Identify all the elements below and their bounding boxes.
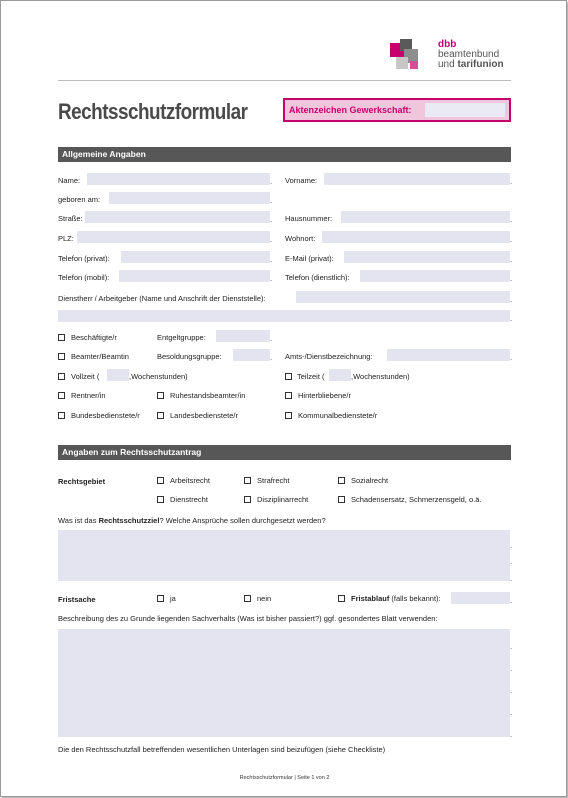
besoldungsgruppe-field[interactable] — [233, 349, 273, 362]
vollzeit-label: Vollzeit ( — [71, 372, 100, 381]
ziel-bold: Rechtsschutzziel — [98, 516, 160, 525]
dot: . — [510, 574, 513, 583]
kommunal-label: Kommunalbedienstete/r — [298, 411, 378, 420]
dot: . — [270, 235, 273, 244]
besoldungsgruppe-label: Besoldungsgruppe: — [157, 352, 222, 361]
strasse-label: Straße: — [58, 214, 83, 223]
teilzeit-suffix-text: Wochenstunden) — [353, 372, 410, 381]
dot: . — [510, 177, 513, 186]
strafrecht-label: Strafrecht — [257, 476, 290, 485]
kommunal-checkbox[interactable] — [285, 412, 292, 419]
ziel-prefix: Was ist das — [58, 516, 99, 525]
dienstherr-label: Dienstherr / Arbeitgeber (Name und Anschrift der Dienststelle): — [58, 294, 266, 303]
dot: . — [270, 215, 273, 224]
plz-label: PLZ: — [58, 234, 74, 243]
fristablauf-label — [351, 594, 441, 604]
dot: . — [270, 196, 273, 205]
bund-checkbox[interactable] — [58, 412, 65, 419]
fristsache-label: Fristsache — [58, 595, 96, 604]
dot: . — [510, 295, 513, 304]
dot: . — [510, 255, 513, 264]
logo-text-line2 — [438, 59, 504, 70]
logo-rule — [58, 80, 511, 81]
logo-text-line2-prefix: und — [438, 59, 458, 70]
dot: . — [510, 664, 513, 673]
rechtsgebiet-label: Rechtsgebiet — [58, 477, 106, 486]
telefon-mobil-field[interactable] — [119, 270, 273, 283]
dienstherr-field-2[interactable] — [58, 310, 513, 323]
telefon-mobil-label: Telefon (mobil): — [58, 273, 110, 282]
bund-label: Bundesbedienstete/r — [71, 411, 140, 420]
entgeltgruppe-label: Entgeltgruppe: — [157, 333, 206, 342]
dot: . — [270, 274, 273, 283]
vollzeit-suffix-text: Wochenstunden) — [131, 372, 188, 381]
entgeltgruppe-field[interactable] — [216, 330, 273, 343]
dot: . — [270, 255, 273, 264]
dot: . — [270, 334, 273, 343]
amts-field[interactable] — [387, 349, 513, 362]
dot: . — [510, 596, 513, 605]
beschaeftigte-label: Beschäftigte/r — [71, 333, 117, 342]
page-footer: Rechtsschutzformular | Seite 1 von 2 — [239, 775, 330, 781]
disziplinarrecht-checkbox[interactable] — [244, 496, 251, 503]
hausnummer-label: Hausnummer: — [285, 214, 333, 223]
ja-checkbox[interactable] — [157, 595, 164, 602]
dot: . — [510, 274, 513, 283]
page-title: Rechtsschutzformular — [58, 99, 248, 124]
logo-text-dbb: dbb — [438, 39, 457, 50]
dot: . — [510, 314, 513, 323]
teilzeit-suffix: ,Wochenstunden) — [351, 372, 410, 381]
beschreibung-textarea[interactable] — [58, 629, 513, 739]
sozialrecht-label: Sozialrecht — [351, 476, 389, 485]
arbeitsrecht-label: Arbeitsrecht — [170, 476, 211, 485]
section-allgemeine-angaben: Allgemeine Angaben — [58, 147, 511, 162]
telefon-dienst-label: Telefon (dienstlich): — [285, 273, 350, 282]
strasse-field[interactable] — [85, 211, 273, 224]
vollzeit-hours-field[interactable] — [107, 369, 129, 381]
section-rechtsschutzantrag: Angaben zum Rechtsschutzantrag — [58, 445, 511, 460]
dbb-logo — [390, 39, 520, 79]
fristablauf-checkbox[interactable] — [338, 595, 345, 602]
amts-label: Amts-/Dienstbezeichnung: — [285, 352, 373, 361]
aktenzeichen-box — [283, 98, 511, 122]
dot: . — [510, 686, 513, 695]
disziplinarrecht-label: Disziplinarrecht — [257, 495, 309, 504]
unterlagen-note: Die den Rechtsschutzfall betreffenden wesentlichen Unterlagen sind beizufügen (siehe Checkliste) — [58, 745, 386, 754]
dot: . — [510, 708, 513, 717]
aktenzeichen-field[interactable] — [425, 103, 505, 117]
beschaeftigte-checkbox[interactable] — [58, 334, 65, 341]
logo-square-light — [396, 57, 408, 69]
dot: . — [510, 235, 513, 244]
telefon-dienst-field[interactable] — [360, 270, 513, 283]
dot: . — [510, 730, 513, 739]
logo-square-magenta-small — [410, 61, 418, 69]
email-privat-field[interactable] — [344, 251, 513, 264]
beamter-label: Beamter/Beamtin — [71, 352, 129, 361]
sozialrecht-checkbox[interactable] — [338, 477, 345, 484]
beamter-checkbox[interactable] — [58, 353, 65, 360]
dienstrecht-checkbox[interactable] — [157, 496, 164, 503]
dot: . — [510, 215, 513, 224]
dot: . — [510, 353, 513, 362]
logo-text-line2-bold: tarifunion — [457, 59, 504, 70]
rentner-checkbox[interactable] — [58, 392, 65, 399]
dot: . — [510, 642, 513, 651]
hinterbliebene-checkbox[interactable] — [285, 392, 292, 399]
geboren-field[interactable] — [109, 192, 273, 205]
vollzeit-checkbox[interactable] — [58, 373, 65, 380]
nein-label: nein — [257, 594, 272, 603]
geboren-label: geboren am: — [58, 195, 101, 204]
hausnummer-field[interactable] — [341, 211, 513, 224]
schadensersatz-label: Schadensersatz, Schmerzensgeld, o.ä. — [351, 495, 482, 504]
aktenzeichen-label: Aktenzeichen Gewerkschaft: — [289, 105, 412, 115]
teilzeit-hours-field[interactable] — [329, 369, 351, 381]
dot: . — [510, 541, 513, 550]
name-label: Name: — [58, 176, 81, 185]
land-label: Landesbedienstete/r — [170, 411, 238, 420]
ja-label: ja — [170, 594, 176, 603]
dienstrecht-label: Dienstrecht — [170, 495, 208, 504]
dot: . — [510, 557, 513, 566]
ruhestand-label: Ruhestandsbeamter/in — [170, 391, 246, 400]
strafrecht-checkbox[interactable] — [244, 477, 251, 484]
email-privat-label: E-Mail (privat): — [285, 254, 334, 263]
teilzeit-checkbox[interactable] — [285, 373, 292, 380]
dot: . — [270, 353, 273, 362]
logo-text-line1: beamtenbund — [438, 49, 500, 60]
rentner-label: Rentner/in — [71, 391, 106, 400]
ziel-suffix: ? Welche Ansprüche sollen durchgesetzt werden? — [159, 516, 326, 525]
arbeitsrecht-checkbox[interactable] — [157, 477, 164, 484]
name-field[interactable] — [87, 173, 273, 186]
hinterbliebene-label: Hinterbliebene/r — [298, 391, 351, 400]
vorname-label: Vorname: — [285, 176, 318, 185]
ruhestand-checkbox[interactable] — [157, 392, 164, 399]
beschreibung-label: Beschreibung des zu Grunde liegenden Sachverhalts (Was ist bisher passiert?) ggf. gesondertes Blatt verwenden: — [58, 614, 438, 623]
vorname-field[interactable] — [324, 173, 513, 186]
nein-checkbox[interactable] — [244, 595, 251, 602]
rechtsschutzziel-textarea[interactable] — [58, 530, 513, 583]
land-checkbox[interactable] — [157, 412, 164, 419]
schadensersatz-checkbox[interactable] — [338, 496, 345, 503]
wohnort-field[interactable] — [322, 231, 513, 244]
telefon-privat-field[interactable] — [121, 251, 273, 264]
fristablauf-suffix: (falls bekannt): — [389, 594, 441, 603]
dot: . — [270, 177, 273, 186]
wohnort-label: Wohnort: — [285, 234, 316, 243]
rechtsschutzziel-question — [58, 516, 326, 526]
plz-field[interactable] — [77, 231, 273, 244]
fristablauf-bold: Fristablauf — [351, 594, 390, 603]
telefon-privat-label: Telefon (privat): — [58, 254, 110, 263]
dienstherr-field-1[interactable] — [296, 291, 513, 304]
teilzeit-label: Teilzeit ( — [297, 372, 325, 381]
vollzeit-suffix: ,Wochenstunden) — [129, 372, 188, 381]
fristablauf-field[interactable] — [451, 592, 513, 605]
